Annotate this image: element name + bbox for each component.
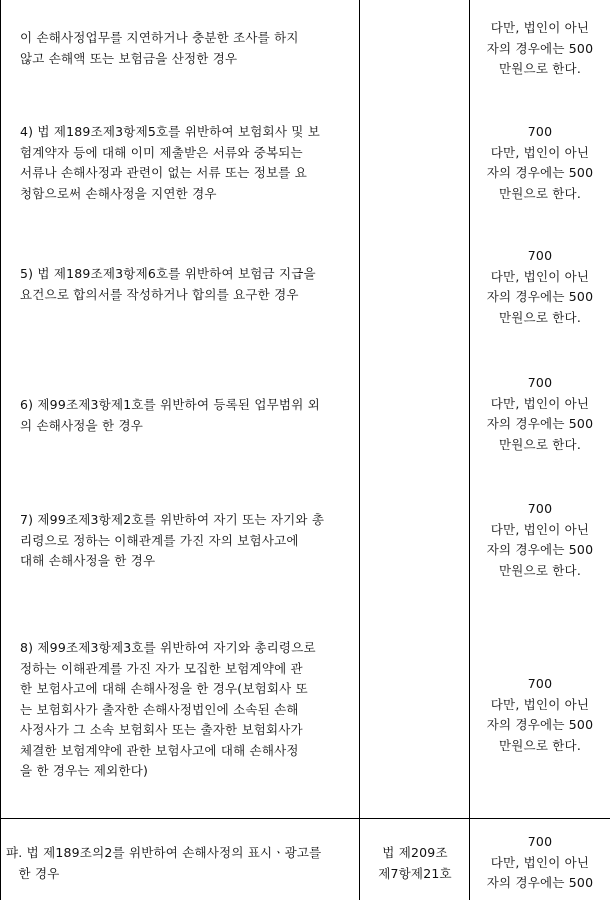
row-8-description: 8) 제99조제3항제3호를 위반하여 자기와 총리령으로 정하는 이해관계를 가진 자가 모집한 보험계약에 관 한 보험사고에 대해 손해사정을 한 경우(보험회사 또 는 보험회사가 출자한 손해사정법인에 소속된 손해 사정사가 그 소속 보험회사 또는 출자한 보험회사가 체결한 보험계약에 관한 보험사고에 대해 손해사정 을 한 경우는 제외한다) [20, 640, 316, 778]
row-pya-fine: 700 다만, 법인이 아닌 자의 경우에는 500 [486, 834, 594, 890]
row-5-description: 5) 법 제189조제3항제6호를 위반하여 보험금 지급을 요건으로 합의서를 작성하거나 합의를 요구한 경우 [20, 266, 316, 302]
row-0-description: 이 손해사정업무를 지연하거나 충분한 조사를 하지 않고 손해액 또는 보험금을 산정한 경우 [20, 30, 299, 66]
row-6-fine: 700 다만, 법인이 아닌 자의 경우에는 500 만원으로 한다. [486, 375, 594, 452]
row-pya-description: 퍄. 법 제189조의2를 위반하여 손해사정의 표시ㆍ광고를 한 경우 [6, 845, 322, 881]
row-6-description: 6) 제99조제3항제1호를 위반하여 등록된 업무범위 외 의 손해사정을 한 경우 [20, 397, 320, 433]
row-pya-law: 법 제209조 제7항제21호 [378, 845, 452, 881]
row-divider [0, 818, 610, 819]
row-4-description: 4) 법 제189조제3항제5호를 위반하여 보험회사 및 보 험계약자 등에 대해 이미 제출받은 서류와 중복되는 서류나 손해사정과 관련이 없는 서류 또는 정보를 요 청함으로써 손해사정을 지연한 경우 [20, 124, 320, 201]
table-border-left [0, 0, 1, 900]
row-8-fine: 700 다만, 법인이 아닌 자의 경우에는 500 만원으로 한다. [486, 676, 594, 753]
row-4-fine: 700 다만, 법인이 아닌 자의 경우에는 500 만원으로 한다. [486, 124, 594, 201]
row-5-fine: 700 다만, 법인이 아닌 자의 경우에는 500 만원으로 한다. [486, 248, 594, 325]
row-0-fine: 다만, 법인이 아닌 자의 경우에는 500 만원으로 한다. [486, 20, 594, 76]
row-7-fine: 700 다만, 법인이 아닌 자의 경우에는 500 만원으로 한다. [486, 501, 594, 578]
row-7-description: 7) 제99조제3항제2호를 위반하여 자기 또는 자기와 총 리령으로 정하는 이해관계를 가진 자의 보험사고에 대해 손해사정을 한 경우 [20, 512, 325, 568]
